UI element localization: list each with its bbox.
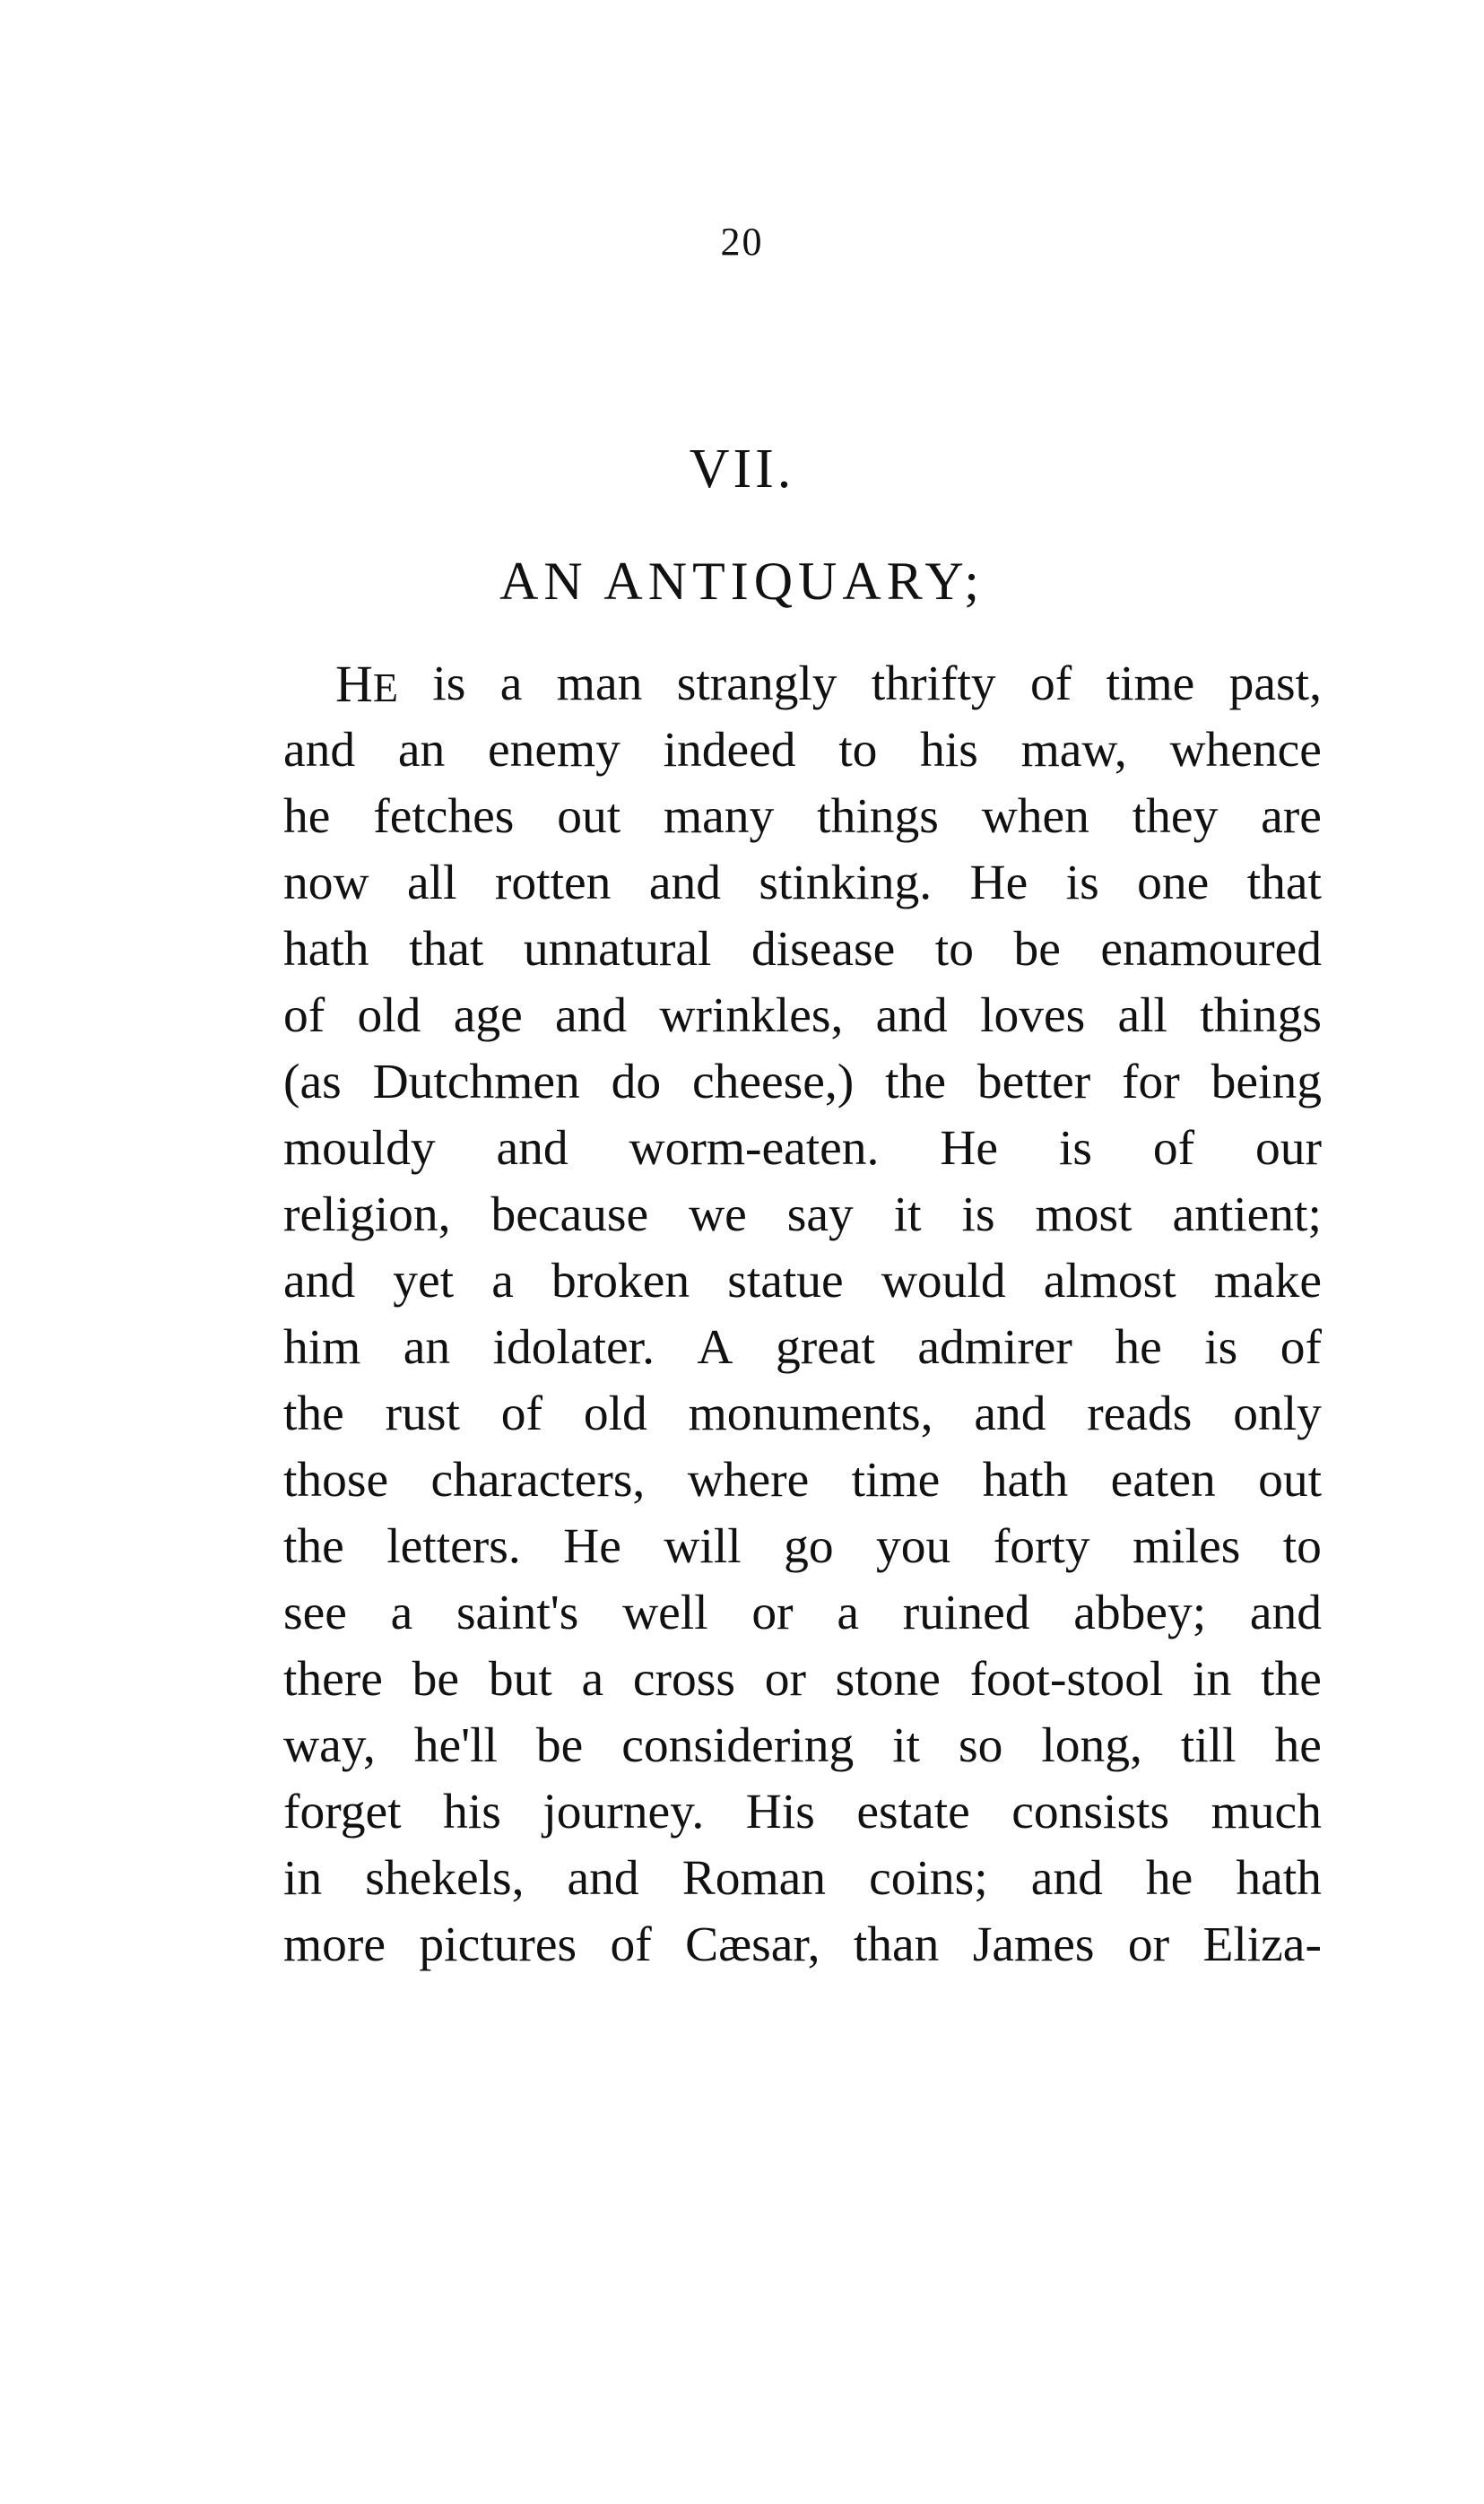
word: and bbox=[283, 723, 356, 778]
word: loves bbox=[980, 988, 1086, 1043]
word: cheese,) bbox=[692, 1055, 855, 1109]
word: time bbox=[1106, 656, 1195, 711]
word: man bbox=[556, 656, 643, 711]
word: is bbox=[1065, 856, 1099, 910]
text-line bbox=[283, 1049, 1322, 1116]
text-line bbox=[283, 1846, 1322, 1912]
word: he bbox=[1274, 1718, 1322, 1773]
text-line bbox=[283, 917, 1322, 983]
word: well bbox=[622, 1586, 708, 1640]
word: hath bbox=[1236, 1851, 1322, 1906]
word: all bbox=[407, 856, 457, 910]
word: forget bbox=[283, 1785, 402, 1839]
word: almost bbox=[1043, 1254, 1176, 1309]
word: Eliza- bbox=[1202, 1917, 1322, 1972]
word: out bbox=[1258, 1453, 1322, 1508]
word: than bbox=[853, 1917, 940, 1972]
word: strangly bbox=[676, 656, 837, 711]
word: abbey; bbox=[1073, 1586, 1207, 1640]
text-line bbox=[283, 1779, 1322, 1846]
word: do bbox=[611, 1055, 662, 1109]
word: coins; bbox=[869, 1851, 988, 1906]
word: he'll bbox=[413, 1718, 498, 1773]
word: where bbox=[687, 1453, 810, 1508]
text-line bbox=[283, 1182, 1322, 1248]
word: foot-stool bbox=[969, 1652, 1164, 1707]
word: you bbox=[876, 1519, 951, 1574]
word: and bbox=[1249, 1586, 1322, 1640]
text-line bbox=[283, 1315, 1322, 1381]
word: make bbox=[1213, 1254, 1322, 1309]
word: statue bbox=[727, 1254, 844, 1309]
word: or bbox=[1127, 1917, 1170, 1972]
word: that bbox=[409, 922, 484, 977]
word: or bbox=[751, 1586, 794, 1640]
word: of bbox=[1030, 656, 1072, 711]
word: estate bbox=[856, 1785, 970, 1839]
word: say bbox=[786, 1187, 854, 1242]
word: antient; bbox=[1172, 1187, 1322, 1242]
opening-word bbox=[335, 651, 398, 717]
word: be bbox=[412, 1652, 460, 1707]
word: worm-eaten. bbox=[629, 1121, 880, 1176]
word: journey. bbox=[542, 1785, 705, 1839]
word: till bbox=[1180, 1718, 1237, 1773]
word: He bbox=[969, 856, 1028, 910]
word: for bbox=[1122, 1055, 1180, 1109]
word: many bbox=[664, 789, 775, 844]
word: out bbox=[557, 789, 621, 844]
word: thrifty bbox=[871, 656, 996, 711]
word: wrinkles, bbox=[659, 988, 844, 1043]
word: He bbox=[940, 1121, 999, 1176]
word: shekels, bbox=[365, 1851, 525, 1906]
word: Dutchmen bbox=[372, 1055, 580, 1109]
text-line bbox=[283, 1448, 1322, 1514]
page-number: 20 bbox=[720, 220, 764, 264]
word: Roman bbox=[681, 1851, 827, 1906]
word: he bbox=[1115, 1320, 1162, 1375]
word: all bbox=[1117, 988, 1167, 1043]
word: be bbox=[1013, 922, 1061, 977]
word: enamoured bbox=[1100, 922, 1322, 977]
word: he bbox=[283, 789, 331, 844]
word: broken bbox=[551, 1254, 690, 1309]
word: we bbox=[689, 1187, 747, 1242]
word: only bbox=[1233, 1387, 1322, 1441]
text-line bbox=[283, 717, 1322, 784]
word: those bbox=[283, 1453, 389, 1508]
word: miles bbox=[1133, 1519, 1241, 1574]
word: an bbox=[397, 723, 446, 778]
word: enemy bbox=[487, 723, 621, 778]
word: eaten bbox=[1110, 1453, 1216, 1508]
opening-initial: H bbox=[335, 655, 373, 713]
text-line bbox=[283, 1248, 1322, 1315]
word: but bbox=[488, 1652, 552, 1707]
word: old bbox=[357, 988, 421, 1043]
word: to bbox=[1282, 1519, 1322, 1574]
word: and bbox=[1030, 1851, 1103, 1906]
word: are bbox=[1261, 789, 1322, 844]
word: long, bbox=[1041, 1718, 1142, 1773]
text-line bbox=[283, 1647, 1322, 1713]
word: rotten bbox=[494, 856, 612, 910]
word: much bbox=[1211, 1785, 1322, 1839]
word: A bbox=[697, 1320, 733, 1375]
word: the bbox=[283, 1519, 344, 1574]
word: hath bbox=[283, 922, 369, 977]
word: of bbox=[500, 1387, 542, 1441]
word: go bbox=[784, 1519, 834, 1574]
chapter-title: AN ANTIQUARY; bbox=[499, 552, 985, 611]
word: of bbox=[1280, 1320, 1322, 1375]
word: in bbox=[283, 1851, 323, 1906]
word: or bbox=[764, 1652, 806, 1707]
text-line bbox=[283, 1116, 1322, 1182]
word: indeed bbox=[663, 723, 796, 778]
word: His bbox=[745, 1785, 815, 1839]
word: (as bbox=[283, 1055, 342, 1109]
word: fetches bbox=[373, 789, 515, 844]
word: whence bbox=[1169, 723, 1322, 778]
word: and bbox=[648, 856, 721, 910]
word: is bbox=[961, 1187, 995, 1242]
word: to bbox=[838, 723, 878, 778]
word: because bbox=[490, 1187, 649, 1242]
word: so bbox=[959, 1718, 1003, 1773]
word: it bbox=[893, 1187, 922, 1242]
word: age bbox=[453, 988, 523, 1043]
word: idolater. bbox=[492, 1320, 655, 1375]
text-line bbox=[283, 784, 1322, 850]
word: it bbox=[892, 1718, 921, 1773]
text-line bbox=[283, 1580, 1322, 1647]
word: of bbox=[283, 988, 325, 1043]
word: his bbox=[443, 1785, 501, 1839]
word: ruined bbox=[902, 1586, 1030, 1640]
word: of bbox=[610, 1917, 652, 1972]
word: things bbox=[1200, 988, 1322, 1043]
word: stinking. bbox=[759, 856, 933, 910]
word: now bbox=[283, 856, 369, 910]
word: pictures bbox=[419, 1917, 577, 1972]
text-line bbox=[283, 1912, 1322, 1978]
word: and bbox=[496, 1121, 568, 1176]
word: of bbox=[1152, 1121, 1195, 1176]
word: a bbox=[491, 1254, 514, 1309]
text-line bbox=[283, 651, 1322, 717]
word: him bbox=[283, 1320, 361, 1375]
word: in bbox=[1193, 1652, 1232, 1707]
word: there bbox=[283, 1652, 383, 1707]
text-line bbox=[283, 1514, 1322, 1580]
word: unnatural bbox=[523, 922, 712, 977]
word: a bbox=[581, 1652, 604, 1707]
word: will bbox=[664, 1519, 742, 1574]
word: better bbox=[976, 1055, 1091, 1109]
word: his bbox=[920, 723, 978, 778]
word: old bbox=[583, 1387, 647, 1441]
word: would bbox=[881, 1254, 1006, 1309]
word: when bbox=[981, 789, 1089, 844]
word: monuments, bbox=[688, 1387, 933, 1441]
word: one bbox=[1137, 856, 1210, 910]
word: they bbox=[1132, 789, 1219, 844]
word: and bbox=[974, 1387, 1046, 1441]
word: Cæsar, bbox=[685, 1917, 820, 1972]
word: a bbox=[390, 1586, 413, 1640]
word: things bbox=[817, 789, 939, 844]
word: time bbox=[851, 1453, 941, 1508]
word: stone bbox=[835, 1652, 941, 1707]
word: to bbox=[934, 922, 974, 977]
word: mouldy bbox=[283, 1121, 436, 1176]
word: and bbox=[283, 1254, 356, 1309]
word: that bbox=[1246, 856, 1322, 910]
word: an bbox=[403, 1320, 451, 1375]
word: a bbox=[837, 1586, 859, 1640]
word: he bbox=[1145, 1851, 1193, 1906]
body-text bbox=[283, 651, 1322, 1978]
word: saint's bbox=[456, 1586, 579, 1640]
word: yet bbox=[393, 1254, 455, 1309]
word: hath bbox=[982, 1453, 1069, 1508]
word: considering bbox=[621, 1718, 855, 1773]
word: way, bbox=[283, 1718, 376, 1773]
text-line bbox=[283, 983, 1322, 1049]
word: the bbox=[885, 1055, 946, 1109]
word: and bbox=[875, 988, 948, 1043]
word: being bbox=[1211, 1055, 1322, 1109]
word: religion, bbox=[283, 1187, 451, 1242]
word: consists bbox=[1011, 1785, 1170, 1839]
word: reads bbox=[1087, 1387, 1193, 1441]
word: admirer bbox=[917, 1320, 1072, 1375]
word: James bbox=[972, 1917, 1095, 1972]
word: forty bbox=[993, 1519, 1090, 1574]
opening-small-caps: E bbox=[372, 665, 398, 710]
text-line bbox=[283, 850, 1322, 917]
word: most bbox=[1035, 1187, 1133, 1242]
word: our bbox=[1254, 1121, 1322, 1176]
word: a bbox=[499, 656, 523, 711]
word: rust bbox=[385, 1387, 460, 1441]
word: the bbox=[283, 1387, 344, 1441]
text-line bbox=[283, 1713, 1322, 1779]
word: and bbox=[554, 988, 628, 1043]
word: the bbox=[1261, 1652, 1322, 1707]
word: past, bbox=[1228, 656, 1322, 711]
word: more bbox=[283, 1917, 386, 1972]
chapter-number: VII. bbox=[689, 439, 795, 500]
word: is bbox=[1204, 1320, 1238, 1375]
word: be bbox=[535, 1718, 584, 1773]
word: is bbox=[1058, 1121, 1092, 1176]
word: He bbox=[563, 1519, 621, 1574]
word: and bbox=[567, 1851, 639, 1906]
word: disease bbox=[751, 922, 896, 977]
word: cross bbox=[632, 1652, 735, 1707]
word: maw, bbox=[1020, 723, 1127, 778]
word: letters. bbox=[386, 1519, 521, 1574]
word: see bbox=[283, 1586, 347, 1640]
text-line bbox=[283, 1381, 1322, 1448]
word: great bbox=[775, 1320, 875, 1375]
word: is bbox=[432, 656, 466, 711]
word: characters, bbox=[430, 1453, 646, 1508]
